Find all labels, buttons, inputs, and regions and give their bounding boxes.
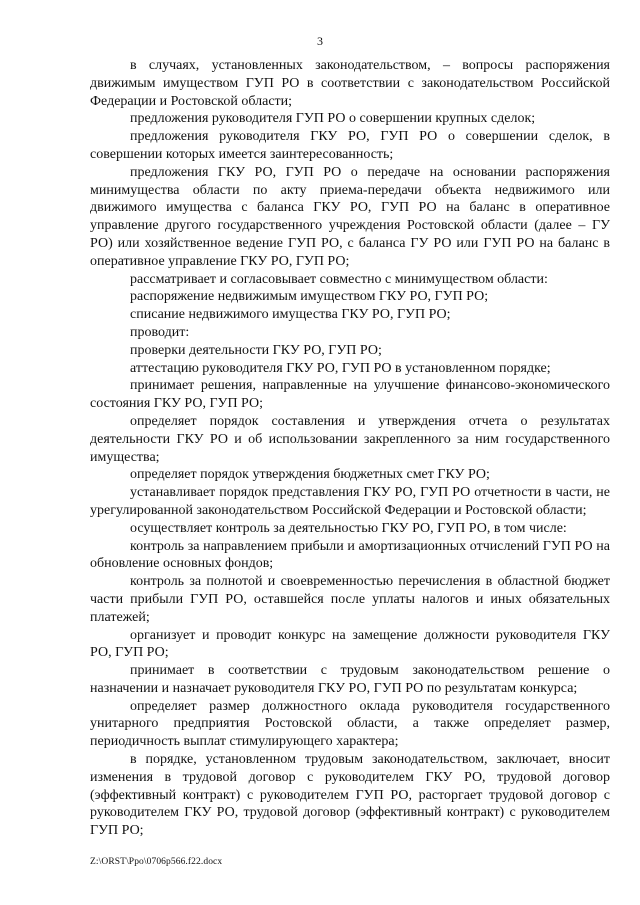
- document-paragraph: организует и проводит конкурс на замещение должности руководителя ГКУ РО, ГУП РО;: [90, 627, 610, 661]
- document-paragraph: определяет порядок составления и утверждения отчета о результатах деятельности ГКУ РО и об использовании закрепленного за ним государственного имущества;: [90, 413, 610, 465]
- document-paragraph: устанавливает порядок представления ГКУ РО, ГУП РО отчетности в части, не урегулированной законодательством Российской Федерации и Ростовской области;: [90, 485, 610, 518]
- document-paragraph: принимает решения, направленные на улучшение финансово-экономического состояния ГКУ РО, ГУП РО;: [90, 378, 610, 412]
- document-paragraph: в случаях, установленных законодательством, – вопросы распоряжения движимым имуществом ГУП РО в соответствии с законодательством Российской Федерации и Ростовской области;: [90, 58, 610, 109]
- page-number: 3: [317, 34, 323, 48]
- document-paragraph: предложения руководителя ГУП РО о совершении крупных сделок;: [130, 111, 536, 127]
- document-paragraph: аттестацию руководителя ГКУ РО, ГУП РО в установленном порядке;: [130, 360, 551, 376]
- document-paragraph: контроль за направлением прибыли и амортизационных отчислений ГУП РО на обновление основных фондов;: [90, 538, 610, 572]
- document-paragraph: проверки деятельности ГКУ РО, ГУП РО;: [130, 342, 382, 358]
- document-paragraph: в порядке, установленном трудовым законодательством, заключает, вносит изменения в трудовой договор с руководителем ГКУ РО, трудовой договор (эффективный контракт) с руководителем ГУП РО, расторгает трудовой договор с руководителем ГКУ РО, трудовой договор (эффективный контракт) с руководителем ГУП РО;: [90, 752, 610, 839]
- document-paragraph: определяет порядок утверждения бюджетных смет ГКУ РО;: [130, 467, 490, 483]
- document-paragraph: списание недвижимого имущества ГКУ РО, ГУП РО;: [130, 307, 451, 323]
- document-paragraph: проводит:: [130, 324, 190, 340]
- footer-file-path: Z:\ORST\Ppo\0706p566.f22.docx: [90, 857, 223, 867]
- document-body: [90, 57, 610, 840]
- document-paragraph: распоряжение недвижимым имуществом ГКУ РО, ГУП РО;: [130, 289, 489, 305]
- document-paragraph: определяет размер должностного оклада руководителя государственного унитарного предприятия Ростовской области, а также определяет размер, периодичность выплат стимулирующего характера;: [90, 698, 610, 750]
- document-paragraph: контроль за полнотой и своевременностью перечисления в областной бюджет части прибыли ГУП РО, оставшейся после уплаты налогов и иных обязательных платежей;: [90, 574, 610, 625]
- document-paragraph: предложения руководителя ГКУ РО, ГУП РО о совершении сделок, в совершении которых имеется заинтересованность;: [90, 129, 610, 162]
- document-paragraph: осуществляет контроль за деятельностью ГКУ РО, ГУП РО, в том числе:: [130, 520, 567, 536]
- document-paragraph: рассматривает и согласовывает совместно с минимуществом области:: [130, 271, 548, 287]
- document-paragraph: предложения ГКУ РО, ГУП РО о передаче на основании распоряжения минимущества области по акту приема-передачи объекта недвижимого или движимого имущества с баланса ГКУ РО, ГУП РО на баланс в оперативное управление другого государственного учреждения Ростовской области (далее – ГУ РО) или хозяйственное ведение ГУП РО, с баланса ГУ РО или ГУП РО на баланс в оперативное управление ГКУ РО, ГУП РО;: [90, 164, 610, 269]
- document-paragraph: принимает в соответствии с трудовым законодательством решение о назначении и назначает руководителя ГКУ РО, ГУП РО по результатам конкурса;: [90, 663, 610, 696]
